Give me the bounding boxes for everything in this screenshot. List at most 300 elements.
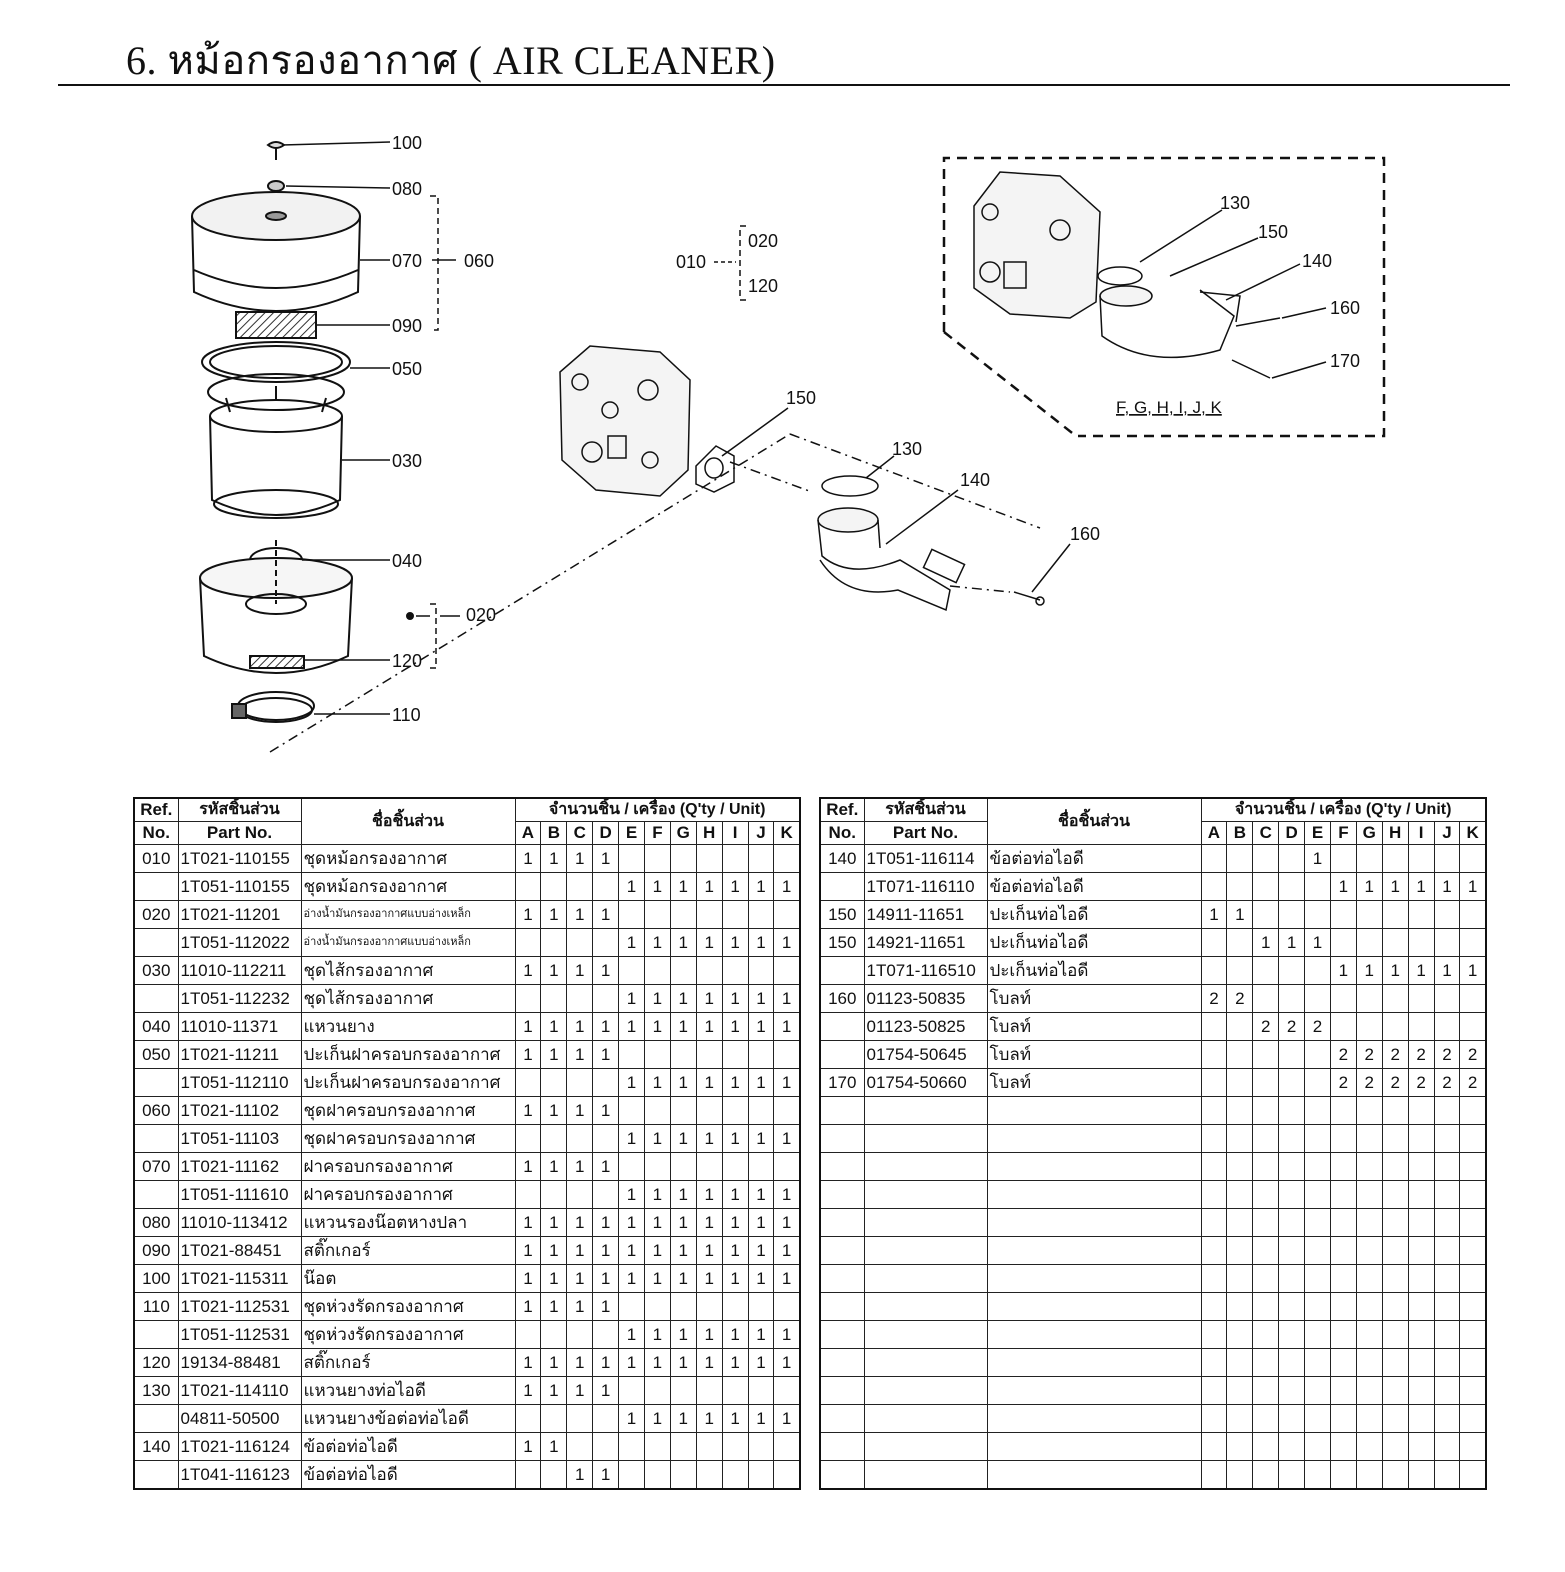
qty-cell: 1	[541, 1013, 567, 1041]
empty-cell	[1408, 1125, 1434, 1153]
header-qty: จำนวนชิ้น / เครื่อง (Q'ty / Unit)	[515, 798, 800, 822]
part-name-cell: โบลท์	[987, 1041, 1201, 1069]
qty-cell	[567, 1069, 593, 1097]
qty-cell	[670, 1293, 696, 1321]
qty-cell	[696, 1433, 722, 1461]
empty-cell	[1201, 1265, 1227, 1293]
empty-cell	[864, 1349, 987, 1377]
empty-cell	[820, 1125, 864, 1153]
qty-cell	[593, 873, 619, 901]
empty-cell	[1227, 1377, 1253, 1405]
qty-cell	[515, 1069, 541, 1097]
qty-cell	[541, 1069, 567, 1097]
qty-cell: 1	[774, 1125, 800, 1153]
qty-cell	[696, 1377, 722, 1405]
empty-cell	[1460, 1097, 1486, 1125]
empty-cell	[864, 1125, 987, 1153]
empty-cell	[987, 1181, 1201, 1209]
empty-cell	[1460, 1181, 1486, 1209]
qty-cell	[593, 1181, 619, 1209]
empty-cell	[987, 1461, 1201, 1490]
empty-cell	[864, 1097, 987, 1125]
empty-cell	[1305, 1125, 1331, 1153]
qty-cell: 1	[567, 1013, 593, 1041]
callout-040: 040	[392, 551, 423, 571]
header-col-c: C	[1253, 822, 1279, 845]
qty-cell: 1	[774, 1069, 800, 1097]
ref-cell: 120	[134, 1349, 178, 1377]
qty-cell: 2	[1201, 985, 1227, 1013]
table-row	[820, 985, 1486, 1013]
empty-cell	[1279, 1125, 1305, 1153]
qty-cell	[644, 1461, 670, 1490]
qty-cell: 1	[567, 1377, 593, 1405]
empty-cell	[864, 1265, 987, 1293]
empty-cell	[1253, 1293, 1279, 1321]
empty-cell	[987, 1237, 1201, 1265]
empty-cell	[864, 1181, 987, 1209]
empty-cell	[1279, 1349, 1305, 1377]
empty-cell	[1330, 1405, 1356, 1433]
qty-cell: 1	[541, 1293, 567, 1321]
empty-cell	[1434, 1181, 1460, 1209]
qty-cell	[1227, 873, 1253, 901]
ref-cell	[134, 1405, 178, 1433]
qty-cell	[696, 1097, 722, 1125]
empty-cell	[1253, 1209, 1279, 1237]
engine-intake-parts	[270, 226, 1070, 752]
empty-cell	[1460, 1237, 1486, 1265]
table-row-empty	[820, 1265, 1486, 1293]
qty-cell: 1	[619, 985, 645, 1013]
table-row	[820, 957, 1486, 985]
qty-cell	[748, 1433, 774, 1461]
header-col-a: A	[515, 822, 541, 845]
qty-cell	[1356, 901, 1382, 929]
qty-cell: 1	[541, 957, 567, 985]
empty-cell	[1227, 1237, 1253, 1265]
qty-cell	[644, 1041, 670, 1069]
qty-cell: 1	[1330, 873, 1356, 901]
qty-cell: 1	[774, 985, 800, 1013]
qty-cell: 1	[670, 1321, 696, 1349]
qty-cell: 1	[644, 1181, 670, 1209]
qty-cell: 1	[1460, 873, 1486, 901]
part-number-cell: 1T051-112110	[178, 1069, 301, 1097]
empty-cell	[820, 1349, 864, 1377]
ref-cell: 020	[134, 901, 178, 929]
qty-cell: 1	[644, 1013, 670, 1041]
qty-cell: 2	[1227, 985, 1253, 1013]
qty-cell: 1	[774, 1349, 800, 1377]
qty-cell	[567, 985, 593, 1013]
callout-080: 080	[392, 179, 423, 199]
qty-cell: 1	[1408, 873, 1434, 901]
qty-cell	[593, 985, 619, 1013]
table-row	[820, 873, 1486, 901]
qty-cell: 1	[644, 1405, 670, 1433]
callout-inset-160: 160	[1330, 298, 1361, 318]
header-col-e: E	[1305, 822, 1331, 845]
callout-inset-170: 170	[1330, 351, 1361, 371]
qty-cell: 1	[670, 1209, 696, 1237]
qty-cell	[1201, 929, 1227, 957]
part-number-cell: 1T021-116124	[178, 1433, 301, 1461]
empty-cell	[1279, 1377, 1305, 1405]
qty-cell: 1	[670, 929, 696, 957]
qty-cell: 1	[619, 1405, 645, 1433]
qty-cell	[593, 929, 619, 957]
part-name-cell: สติ๊กเกอร์	[301, 1237, 515, 1265]
empty-cell	[1227, 1461, 1253, 1490]
qty-cell	[670, 1041, 696, 1069]
callout-mid-150: 150	[786, 388, 817, 408]
qty-cell	[515, 1125, 541, 1153]
qty-cell: 1	[541, 1209, 567, 1237]
part-number-cell: 01754-50660	[864, 1069, 987, 1097]
qty-cell: 1	[748, 1069, 774, 1097]
part-number-cell: 1T051-110155	[178, 873, 301, 901]
empty-cell	[1330, 1461, 1356, 1490]
qty-cell: 1	[644, 1209, 670, 1237]
empty-cell	[1356, 1433, 1382, 1461]
part-name-cell: ชุดไส้กรองอากาศ	[301, 985, 515, 1013]
qty-cell: 1	[515, 1041, 541, 1069]
empty-cell	[1408, 1293, 1434, 1321]
empty-cell	[987, 1153, 1201, 1181]
header-col-f: F	[1330, 822, 1356, 845]
qty-cell: 2	[1382, 1041, 1408, 1069]
empty-cell	[987, 1405, 1201, 1433]
part-number-cell: 1T051-116114	[864, 845, 987, 873]
qty-cell	[670, 901, 696, 929]
qty-cell	[567, 1181, 593, 1209]
qty-cell: 1	[593, 901, 619, 929]
qty-cell	[774, 1377, 800, 1405]
qty-cell	[670, 1097, 696, 1125]
qty-cell	[1279, 845, 1305, 873]
qty-cell: 1	[567, 1153, 593, 1181]
empty-cell	[1227, 1405, 1253, 1433]
qty-cell	[567, 873, 593, 901]
part-name-cell: ข้อต่อท่อไอดี	[301, 1461, 515, 1490]
qty-cell: 1	[541, 1237, 567, 1265]
part-number-cell: 1T021-110155	[178, 845, 301, 873]
air-cleaner-assembly	[192, 142, 413, 722]
qty-cell: 1	[670, 1069, 696, 1097]
qty-cell: 2	[1253, 1013, 1279, 1041]
qty-cell	[619, 1293, 645, 1321]
empty-cell	[1305, 1321, 1331, 1349]
callout-mid-010: 010	[676, 252, 707, 272]
part-name-cell: โบลท์	[987, 985, 1201, 1013]
empty-cell	[1253, 1153, 1279, 1181]
qty-cell: 1	[696, 873, 722, 901]
qty-cell: 1	[515, 1349, 541, 1377]
qty-cell	[644, 1153, 670, 1181]
empty-cell	[1434, 1097, 1460, 1125]
empty-cell	[1460, 1125, 1486, 1153]
table-row-empty	[820, 1433, 1486, 1461]
table-row	[820, 929, 1486, 957]
empty-cell	[987, 1125, 1201, 1153]
qty-cell: 1	[748, 1125, 774, 1153]
part-name-cell: แหวนยาง	[301, 1013, 515, 1041]
qty-cell	[774, 1433, 800, 1461]
qty-cell: 2	[1460, 1041, 1486, 1069]
empty-cell	[1227, 1153, 1253, 1181]
part-name-cell: ปะเก็นฝาครอบกรองอากาศ	[301, 1069, 515, 1097]
qty-cell: 2	[1434, 1041, 1460, 1069]
table-row-empty	[820, 1181, 1486, 1209]
empty-cell	[1356, 1097, 1382, 1125]
table-row	[134, 1153, 800, 1181]
qty-cell: 1	[619, 1181, 645, 1209]
qty-cell	[748, 1153, 774, 1181]
qty-cell: 1	[670, 1265, 696, 1293]
qty-cell	[619, 1433, 645, 1461]
qty-cell: 1	[696, 1265, 722, 1293]
qty-cell: 1	[515, 1097, 541, 1125]
qty-cell	[1201, 1041, 1227, 1069]
qty-cell	[696, 957, 722, 985]
qty-cell: 1	[644, 873, 670, 901]
callout-050: 050	[392, 359, 423, 379]
qty-cell: 1	[1382, 873, 1408, 901]
empty-cell	[820, 1237, 864, 1265]
callout-060: 060	[464, 251, 495, 271]
qty-cell: 1	[1253, 929, 1279, 957]
qty-cell: 1	[619, 1013, 645, 1041]
qty-cell	[1253, 1041, 1279, 1069]
empty-cell	[1382, 1377, 1408, 1405]
qty-cell	[593, 1321, 619, 1349]
table-row	[134, 985, 800, 1013]
qty-cell	[1460, 1013, 1486, 1041]
empty-cell	[1253, 1461, 1279, 1490]
qty-cell	[748, 957, 774, 985]
empty-cell	[1305, 1181, 1331, 1209]
qty-cell	[541, 985, 567, 1013]
empty-cell	[1330, 1293, 1356, 1321]
qty-cell	[748, 1461, 774, 1490]
qty-cell: 1	[541, 1097, 567, 1125]
qty-cell: 1	[774, 1013, 800, 1041]
qty-cell	[670, 957, 696, 985]
header-col-j: J	[1434, 822, 1460, 845]
header-partno-th: รหัสชิ้นส่วน	[864, 798, 987, 822]
empty-cell	[1330, 1265, 1356, 1293]
qty-cell: 1	[696, 1405, 722, 1433]
qty-cell: 1	[1305, 845, 1331, 873]
qty-cell: 1	[696, 1125, 722, 1153]
qty-cell	[722, 957, 748, 985]
qty-cell	[1253, 845, 1279, 873]
empty-cell	[1356, 1293, 1382, 1321]
part-number-cell: 1T021-114110	[178, 1377, 301, 1405]
table-row-empty	[820, 1097, 1486, 1125]
empty-cell	[864, 1405, 987, 1433]
header-col-k: K	[1460, 822, 1486, 845]
empty-cell	[1253, 1349, 1279, 1377]
empty-cell	[1227, 1293, 1253, 1321]
qty-cell	[1330, 845, 1356, 873]
qty-cell	[644, 1433, 670, 1461]
empty-cell	[1382, 1293, 1408, 1321]
empty-cell	[1434, 1293, 1460, 1321]
qty-cell	[696, 1153, 722, 1181]
part-number-cell: 1T041-116123	[178, 1461, 301, 1490]
empty-cell	[1305, 1461, 1331, 1490]
qty-cell: 1	[567, 1461, 593, 1490]
qty-cell	[1279, 901, 1305, 929]
qty-cell	[1434, 901, 1460, 929]
empty-cell	[1356, 1461, 1382, 1490]
empty-cell	[1382, 1321, 1408, 1349]
qty-cell: 1	[593, 1153, 619, 1181]
qty-cell: 1	[748, 1181, 774, 1209]
qty-cell	[1330, 1013, 1356, 1041]
qty-cell	[748, 845, 774, 873]
qty-cell	[619, 1097, 645, 1125]
empty-cell	[820, 1405, 864, 1433]
empty-cell	[987, 1293, 1201, 1321]
qty-cell	[644, 1293, 670, 1321]
qty-cell: 1	[515, 1377, 541, 1405]
qty-cell: 1	[696, 1321, 722, 1349]
qty-cell: 1	[515, 845, 541, 873]
empty-cell	[1305, 1377, 1331, 1405]
ref-cell	[134, 1125, 178, 1153]
qty-cell: 1	[515, 1209, 541, 1237]
qty-cell	[593, 1125, 619, 1153]
empty-cell	[1305, 1097, 1331, 1125]
empty-cell	[1434, 1153, 1460, 1181]
qty-cell	[722, 1433, 748, 1461]
qty-cell	[644, 1377, 670, 1405]
empty-cell	[1460, 1153, 1486, 1181]
qty-cell	[541, 1405, 567, 1433]
ref-cell: 080	[134, 1209, 178, 1237]
empty-cell	[1227, 1209, 1253, 1237]
qty-cell	[722, 901, 748, 929]
empty-cell	[820, 1293, 864, 1321]
qty-cell	[619, 1461, 645, 1490]
part-name-cell: ชุดหม้อกรองอากาศ	[301, 873, 515, 901]
qty-cell: 2	[1434, 1069, 1460, 1097]
qty-cell	[1227, 957, 1253, 985]
qty-cell: 1	[619, 873, 645, 901]
table-row	[134, 1433, 800, 1461]
empty-cell	[1305, 1349, 1331, 1377]
header-partno-en: Part No.	[178, 822, 301, 845]
part-number-cell: 1T021-112531	[178, 1293, 301, 1321]
empty-cell	[1305, 1237, 1331, 1265]
table-row	[134, 1013, 800, 1041]
qty-cell	[1305, 957, 1331, 985]
header-col-c: C	[567, 822, 593, 845]
table-row	[134, 845, 800, 873]
ref-cell	[820, 957, 864, 985]
qty-cell: 1	[593, 1013, 619, 1041]
header-col-d: D	[1279, 822, 1305, 845]
part-name-cell: น๊อต	[301, 1265, 515, 1293]
qty-cell: 1	[593, 1237, 619, 1265]
callout-070: 070	[392, 251, 423, 271]
empty-cell	[1330, 1097, 1356, 1125]
qty-cell	[1227, 1041, 1253, 1069]
qty-cell	[722, 1293, 748, 1321]
header-col-k: K	[774, 822, 800, 845]
qty-cell	[567, 1321, 593, 1349]
table-row-empty	[820, 1349, 1486, 1377]
callout-100: 100	[392, 133, 423, 153]
header-col-f: F	[644, 822, 670, 845]
empty-cell	[1201, 1153, 1227, 1181]
table-row	[134, 873, 800, 901]
empty-cell	[820, 1265, 864, 1293]
qty-cell	[1253, 985, 1279, 1013]
empty-cell	[1279, 1405, 1305, 1433]
callout-inset-140: 140	[1302, 251, 1333, 271]
part-name-cell: แหวนยางข้อต่อท่อไอดี	[301, 1405, 515, 1433]
empty-cell	[1253, 1265, 1279, 1293]
ref-cell	[820, 1041, 864, 1069]
table-row-empty	[820, 1293, 1486, 1321]
part-name-cell: ข้อต่อท่อไอดี	[301, 1433, 515, 1461]
qty-cell	[1382, 901, 1408, 929]
qty-cell	[1382, 929, 1408, 957]
qty-cell: 2	[1408, 1069, 1434, 1097]
qty-cell: 1	[696, 1209, 722, 1237]
qty-cell: 1	[722, 1405, 748, 1433]
qty-cell	[774, 1041, 800, 1069]
empty-cell	[1279, 1097, 1305, 1125]
table-row-empty	[820, 1237, 1486, 1265]
empty-cell	[1460, 1349, 1486, 1377]
part-name-cell: ชุดห่วงรัดกรองอากาศ	[301, 1293, 515, 1321]
empty-cell	[1382, 1405, 1408, 1433]
qty-cell	[1434, 929, 1460, 957]
header-partno-th: รหัสชิ้นส่วน	[178, 798, 301, 822]
qty-cell	[774, 1153, 800, 1181]
empty-cell	[1279, 1321, 1305, 1349]
qty-cell	[1460, 985, 1486, 1013]
qty-cell: 1	[696, 985, 722, 1013]
empty-cell	[1330, 1433, 1356, 1461]
qty-cell: 1	[774, 929, 800, 957]
empty-cell	[1408, 1237, 1434, 1265]
part-number-cell: 01754-50645	[864, 1041, 987, 1069]
qty-cell	[1434, 985, 1460, 1013]
empty-cell	[1279, 1265, 1305, 1293]
qty-cell: 1	[567, 1293, 593, 1321]
qty-cell	[774, 845, 800, 873]
qty-cell	[1279, 873, 1305, 901]
part-number-cell: 1T051-112531	[178, 1321, 301, 1349]
empty-cell	[864, 1209, 987, 1237]
qty-cell	[670, 1433, 696, 1461]
part-name-cell: ปะเก็นท่อไอดี	[987, 929, 1201, 957]
qty-cell	[774, 1097, 800, 1125]
table-row-empty	[820, 1461, 1486, 1490]
ref-cell: 010	[134, 845, 178, 873]
table-row	[820, 1069, 1486, 1097]
part-number-cell: 14911-11651	[864, 901, 987, 929]
qty-cell: 1	[619, 1237, 645, 1265]
empty-cell	[864, 1433, 987, 1461]
header-col-h: H	[1382, 822, 1408, 845]
